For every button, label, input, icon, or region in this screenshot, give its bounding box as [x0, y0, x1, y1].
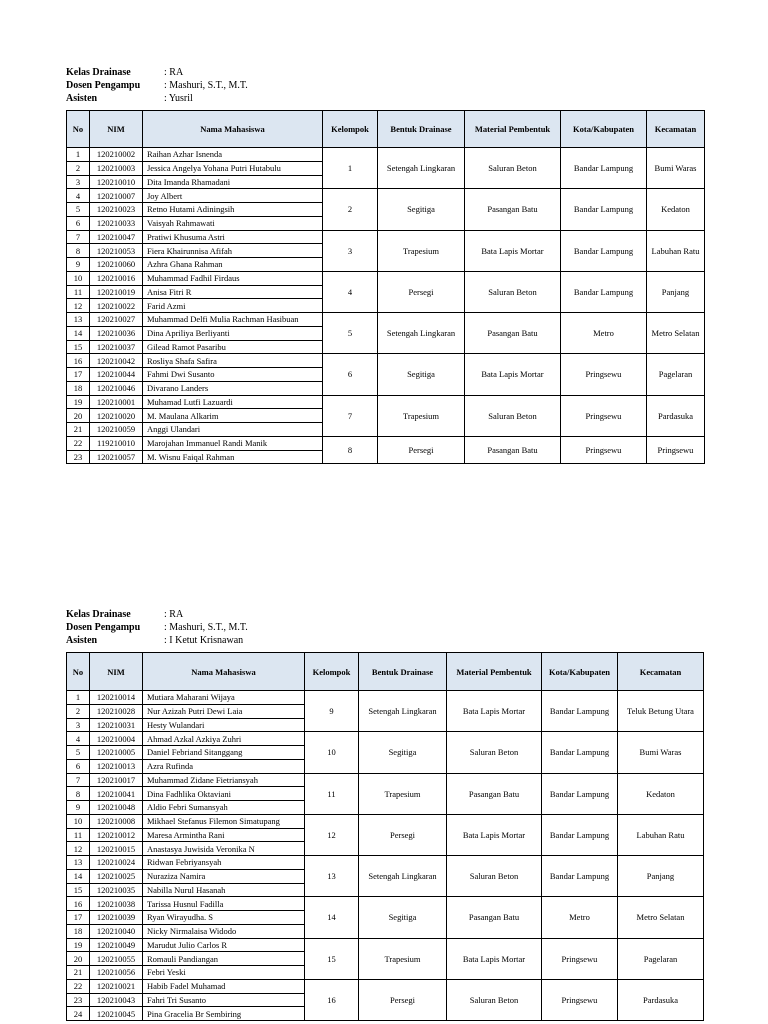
cell-nim: 120210027	[90, 313, 143, 327]
cell-no: 18	[67, 924, 90, 938]
cell-kelompok: 12	[305, 814, 359, 855]
cell-nim: 120210025	[90, 869, 143, 883]
cell-nim: 120210059	[90, 423, 143, 437]
cell-nama: Nur Azizah Putri Dewi Laia	[143, 704, 305, 718]
cell-no: 18	[67, 381, 90, 395]
cell-no: 11	[67, 828, 90, 842]
cell-kecamatan: Pardasuka	[618, 979, 704, 1020]
cell-nim: 120210004	[90, 732, 143, 746]
cell-kelompok: 3	[323, 230, 378, 271]
cell-nama: Jessica Angelya Yohana Putri Hutabulu	[143, 161, 323, 175]
cell-material: Saluran Beton	[447, 979, 542, 1020]
cell-no: 12	[67, 299, 90, 313]
cell-kelompok: 1	[323, 148, 378, 189]
meta-value: : Yusril	[164, 93, 193, 104]
cell-nama: Pina Gracelia Br Sembiring	[143, 1007, 305, 1021]
cell-no: 15	[67, 340, 90, 354]
cell-nama: Raihan Azhar Isnenda	[143, 148, 323, 162]
cell-nim: 119210010	[90, 436, 143, 450]
cell-no: 13	[67, 313, 90, 327]
roster-section-1	[66, 66, 705, 464]
cell-no: 2	[67, 161, 90, 175]
cell-kecamatan: Labuhan Ratu	[647, 230, 705, 271]
cell-nama: Vaisyah Rahmawati	[143, 216, 323, 230]
cell-kecamatan: Pringsewu	[647, 436, 705, 464]
cell-material: Saluran Beton	[465, 271, 561, 312]
cell-kelompok: 10	[305, 732, 359, 773]
cell-nim: 120210045	[90, 1007, 143, 1021]
cell-nim: 120210008	[90, 814, 143, 828]
cell-kecamatan: Panjang	[618, 856, 704, 897]
cell-nama: Divarano Landers	[143, 381, 323, 395]
cell-nama: Tarissa Husnul Fadilla	[143, 897, 305, 911]
cell-nim: 120210048	[90, 801, 143, 815]
cell-nama: Ridwan Febriyansyah	[143, 856, 305, 870]
cell-nama: Fiera Khairunnisa Afifah	[143, 244, 323, 258]
cell-nim: 120210019	[90, 285, 143, 299]
cell-nim: 120210047	[90, 230, 143, 244]
cell-no: 15	[67, 883, 90, 897]
cell-no: 9	[67, 801, 90, 815]
table-row	[67, 313, 705, 327]
cell-nim: 120210012	[90, 828, 143, 842]
header-kota: Kota/Kabupaten	[561, 111, 647, 148]
cell-kecamatan: Pagelaran	[618, 938, 704, 979]
cell-nama: Maresa Armintha Rani	[143, 828, 305, 842]
cell-material: Bata Lapis Mortar	[465, 230, 561, 271]
cell-no: 22	[67, 436, 90, 450]
cell-nama: Nabilla Nurul Hasanah	[143, 883, 305, 897]
cell-no: 1	[67, 691, 90, 705]
cell-no: 6	[67, 759, 90, 773]
table-row	[67, 897, 704, 911]
cell-nim: 120210035	[90, 883, 143, 897]
cell-nim: 120210017	[90, 773, 143, 787]
cell-material: Pasangan Batu	[465, 436, 561, 464]
cell-nim: 120210001	[90, 395, 143, 409]
cell-no: 8	[67, 787, 90, 801]
cell-kota: Pringsewu	[561, 354, 647, 395]
cell-no: 16	[67, 897, 90, 911]
header-nim: NIM	[90, 653, 143, 691]
cell-kota: Bandar Lampung	[542, 773, 618, 814]
cell-no: 17	[67, 911, 90, 925]
cell-bentuk: Persegi	[359, 979, 447, 1020]
cell-kelompok: 15	[305, 938, 359, 979]
cell-kelompok: 8	[323, 436, 378, 464]
header-material: Material Pembentuk	[465, 111, 561, 148]
cell-nama: Marojahan Immanuel Randi Manik	[143, 436, 323, 450]
cell-nama: Retno Hutami Adiningsih	[143, 203, 323, 217]
cell-nim: 120210022	[90, 299, 143, 313]
header-bentuk: Bentuk Drainase	[359, 653, 447, 691]
cell-nama: M. Maulana Alkarim	[143, 409, 323, 423]
cell-kota: Bandar Lampung	[542, 691, 618, 732]
cell-no: 4	[67, 732, 90, 746]
header-kecamatan: Kecamatan	[647, 111, 705, 148]
cell-kelompok: 11	[305, 773, 359, 814]
cell-no: 1	[67, 148, 90, 162]
header-nama: Nama Mahasiswa	[143, 111, 323, 148]
cell-material: Bata Lapis Mortar	[447, 938, 542, 979]
cell-no: 8	[67, 244, 90, 258]
cell-nim: 120210005	[90, 746, 143, 760]
cell-material: Pasangan Batu	[447, 897, 542, 938]
cell-no: 21	[67, 966, 90, 980]
cell-nama: Dita Imanda Rhamadani	[143, 175, 323, 189]
cell-no: 5	[67, 746, 90, 760]
cell-bentuk: Trapesium	[359, 938, 447, 979]
cell-nim: 120210020	[90, 409, 143, 423]
cell-nama: Muhammad Delfi Mulia Rachman Hasibuan	[143, 313, 323, 327]
cell-kecamatan: Metro Selatan	[618, 897, 704, 938]
cell-kota: Pringsewu	[561, 436, 647, 464]
cell-no: 14	[67, 326, 90, 340]
cell-material: Bata Lapis Mortar	[447, 814, 542, 855]
cell-kota: Bandar Lampung	[542, 856, 618, 897]
cell-kota: Pringsewu	[542, 938, 618, 979]
cell-no: 3	[67, 718, 90, 732]
roster-section-2	[66, 608, 704, 1021]
header-kecamatan: Kecamatan	[618, 653, 704, 691]
table-row	[67, 732, 704, 746]
cell-nim: 120210055	[90, 952, 143, 966]
cell-nama: Dina Fadhlika Oktaviani	[143, 787, 305, 801]
cell-nama: Pratiwi Khusuma Astri	[143, 230, 323, 244]
cell-nim: 120210042	[90, 354, 143, 368]
header-material: Material Pembentuk	[447, 653, 542, 691]
cell-no: 6	[67, 216, 90, 230]
cell-nama: Dina Apriliya Berliyanti	[143, 326, 323, 340]
cell-nim: 120210057	[90, 450, 143, 464]
cell-kelompok: 16	[305, 979, 359, 1020]
cell-no: 5	[67, 203, 90, 217]
cell-no: 20	[67, 952, 90, 966]
cell-nim: 120210060	[90, 258, 143, 272]
cell-nim: 120210041	[90, 787, 143, 801]
cell-material: Saluran Beton	[465, 148, 561, 189]
cell-no: 14	[67, 869, 90, 883]
cell-material: Saluran Beton	[465, 395, 561, 436]
cell-bentuk: Segitiga	[378, 189, 465, 230]
cell-kelompok: 6	[323, 354, 378, 395]
cell-no: 13	[67, 856, 90, 870]
table-row	[67, 979, 704, 993]
cell-kelompok: 5	[323, 313, 378, 354]
cell-nim: 120210031	[90, 718, 143, 732]
table-row	[67, 354, 705, 368]
cell-no: 19	[67, 938, 90, 952]
cell-bentuk: Segitiga	[378, 354, 465, 395]
cell-bentuk: Setengah Lingkaran	[359, 856, 447, 897]
table-row	[67, 436, 705, 450]
cell-bentuk: Setengah Lingkaran	[359, 691, 447, 732]
cell-no: 11	[67, 285, 90, 299]
cell-nama: M. Wisnu Faiqal Rahman	[143, 450, 323, 464]
cell-kelompok: 14	[305, 897, 359, 938]
cell-kecamatan: Metro Selatan	[647, 313, 705, 354]
cell-material: Saluran Beton	[447, 732, 542, 773]
cell-no: 2	[67, 704, 90, 718]
cell-nim: 120210003	[90, 161, 143, 175]
table-row	[67, 814, 704, 828]
cell-no: 10	[67, 814, 90, 828]
cell-nama: Ryan Wirayudha. S	[143, 911, 305, 925]
cell-nim: 120210015	[90, 842, 143, 856]
cell-kecamatan: Pardasuka	[647, 395, 705, 436]
roster-table	[66, 110, 705, 464]
table-row	[67, 691, 704, 705]
section-meta	[66, 66, 705, 105]
table-row	[67, 856, 704, 870]
cell-kelompok: 2	[323, 189, 378, 230]
cell-material: Pasangan Batu	[465, 313, 561, 354]
header-kota: Kota/Kabupaten	[542, 653, 618, 691]
cell-nama: Muhammad Zidane Fietriansyah	[143, 773, 305, 787]
cell-material: Pasangan Batu	[465, 189, 561, 230]
meta-label: Asisten	[66, 635, 98, 646]
cell-bentuk: Trapesium	[378, 230, 465, 271]
cell-no: 7	[67, 230, 90, 244]
cell-nama: Fahmi Dwi Susanto	[143, 368, 323, 382]
cell-kota: Bandar Lampung	[561, 148, 647, 189]
cell-no: 12	[67, 842, 90, 856]
cell-nim: 120210046	[90, 381, 143, 395]
cell-nama: Joy Albert	[143, 189, 323, 203]
cell-kecamatan: Teluk Betung Utara	[618, 691, 704, 732]
meta-value: : RA	[164, 67, 184, 78]
cell-nim: 120210038	[90, 897, 143, 911]
cell-nama: Aldio Febri Sumansyah	[143, 801, 305, 815]
cell-nama: Mikhael Stefanus Filemon Simatupang	[143, 814, 305, 828]
cell-kota: Bandar Lampung	[542, 732, 618, 773]
cell-no: 23	[67, 993, 90, 1007]
cell-bentuk: Trapesium	[359, 773, 447, 814]
cell-no: 16	[67, 354, 90, 368]
cell-nim: 120210049	[90, 938, 143, 952]
cell-nama: Ahmad Azkal Azkiya Zuhri	[143, 732, 305, 746]
header-nama: Nama Mahasiswa	[143, 653, 305, 691]
cell-nama: Azra Rufinda	[143, 759, 305, 773]
cell-bentuk: Persegi	[378, 436, 465, 464]
cell-kelompok: 4	[323, 271, 378, 312]
cell-nama: Mutiara Maharani Wijaya	[143, 691, 305, 705]
table-row	[67, 148, 705, 162]
cell-nama: Habib Fadel Muhamad	[143, 979, 305, 993]
cell-nama: Fahri Tri Susanto	[143, 993, 305, 1007]
cell-no: 23	[67, 450, 90, 464]
cell-material: Pasangan Batu	[447, 773, 542, 814]
cell-no: 19	[67, 395, 90, 409]
cell-material: Saluran Beton	[447, 856, 542, 897]
cell-nim: 120210039	[90, 911, 143, 925]
meta-label: Kelas Drainase	[66, 609, 131, 620]
cell-nim: 120210040	[90, 924, 143, 938]
header-bentuk: Bentuk Drainase	[378, 111, 465, 148]
cell-kelompok: 9	[305, 691, 359, 732]
cell-nim: 120210023	[90, 203, 143, 217]
cell-nim: 120210033	[90, 216, 143, 230]
meta-label: Asisten	[66, 93, 98, 104]
meta-value: : I Ketut Krisnawan	[164, 635, 244, 646]
cell-bentuk: Segitiga	[359, 732, 447, 773]
cell-nama: Daniel Febriand Sitanggang	[143, 746, 305, 760]
cell-nim: 120210010	[90, 175, 143, 189]
cell-nama: Romauli Pandiangan	[143, 952, 305, 966]
cell-nama: Febri Yeski	[143, 966, 305, 980]
cell-nama: Anisa Fitri R	[143, 285, 323, 299]
cell-kota: Bandar Lampung	[561, 271, 647, 312]
cell-nim: 120210014	[90, 691, 143, 705]
cell-no: 24	[67, 1007, 90, 1021]
roster-table	[66, 652, 704, 1021]
cell-kota: Bandar Lampung	[542, 814, 618, 855]
cell-bentuk: Trapesium	[378, 395, 465, 436]
meta-value: : RA	[164, 609, 184, 620]
cell-kecamatan: Bumi Waras	[647, 148, 705, 189]
header-nim: NIM	[90, 111, 143, 148]
cell-nama: Anggi Ulandari	[143, 423, 323, 437]
cell-bentuk: Setengah Lingkaran	[378, 148, 465, 189]
cell-kota: Pringsewu	[561, 395, 647, 436]
table-row	[67, 938, 704, 952]
cell-no: 9	[67, 258, 90, 272]
cell-kecamatan: Panjang	[647, 271, 705, 312]
table-row	[67, 230, 705, 244]
table-row	[67, 395, 705, 409]
cell-no: 20	[67, 409, 90, 423]
cell-no: 7	[67, 773, 90, 787]
cell-nim: 120210007	[90, 189, 143, 203]
cell-nim: 120210043	[90, 993, 143, 1007]
roster-body	[67, 148, 705, 464]
cell-nim: 120210024	[90, 856, 143, 870]
cell-nama: Farid Azmi	[143, 299, 323, 313]
cell-bentuk: Segitiga	[359, 897, 447, 938]
cell-kecamatan: Kedaton	[647, 189, 705, 230]
cell-kecamatan: Kedaton	[618, 773, 704, 814]
cell-bentuk: Setengah Lingkaran	[378, 313, 465, 354]
cell-nama: Rosliya Shafa Safira	[143, 354, 323, 368]
cell-kecamatan: Labuhan Ratu	[618, 814, 704, 855]
cell-nim: 120210037	[90, 340, 143, 354]
cell-nama: Muhammad Fadhil Firdaus	[143, 271, 323, 285]
cell-nama: Nicky Nirmalaisa Widodo	[143, 924, 305, 938]
cell-kecamatan: Pagelaran	[647, 354, 705, 395]
cell-no: 17	[67, 368, 90, 382]
cell-kecamatan: Bumi Waras	[618, 732, 704, 773]
cell-no: 22	[67, 979, 90, 993]
cell-kota: Metro	[561, 313, 647, 354]
cell-kota: Bandar Lampung	[561, 189, 647, 230]
meta-value: : Mashuri, S.T., M.T.	[164, 80, 248, 91]
cell-nim: 120210044	[90, 368, 143, 382]
cell-no: 3	[67, 175, 90, 189]
header-no: No	[67, 111, 90, 148]
cell-nim: 120210053	[90, 244, 143, 258]
table-row	[67, 271, 705, 285]
cell-nama: Muhamad Lutfi Lazuardi	[143, 395, 323, 409]
cell-no: 21	[67, 423, 90, 437]
cell-nim: 120210056	[90, 966, 143, 980]
cell-nim: 120210028	[90, 704, 143, 718]
cell-material: Bata Lapis Mortar	[447, 691, 542, 732]
header-kelompok: Kelompok	[305, 653, 359, 691]
cell-kota: Bandar Lampung	[561, 230, 647, 271]
cell-nama: Gilead Ramot Pasaribu	[143, 340, 323, 354]
cell-nama: Hesty Wulandari	[143, 718, 305, 732]
cell-kota: Metro	[542, 897, 618, 938]
cell-kota: Pringsewu	[542, 979, 618, 1020]
header-no: No	[67, 653, 90, 691]
cell-no: 10	[67, 271, 90, 285]
cell-material: Bata Lapis Mortar	[465, 354, 561, 395]
cell-nama: Nuraziza Namira	[143, 869, 305, 883]
cell-bentuk: Persegi	[359, 814, 447, 855]
meta-label: Dosen Pengampu	[66, 80, 141, 91]
meta-value: : Mashuri, S.T., M.T.	[164, 622, 248, 633]
cell-nama: Anastasya Juwisida Veronika N	[143, 842, 305, 856]
table-row	[67, 189, 705, 203]
cell-nim: 120210021	[90, 979, 143, 993]
cell-bentuk: Persegi	[378, 271, 465, 312]
header-kelompok: Kelompok	[323, 111, 378, 148]
cell-nim: 120210016	[90, 271, 143, 285]
cell-nama: Azhra Ghana Rahman	[143, 258, 323, 272]
table-row	[67, 773, 704, 787]
meta-label: Dosen Pengampu	[66, 622, 141, 633]
cell-no: 4	[67, 189, 90, 203]
cell-nama: Marudut Julio Carlos R	[143, 938, 305, 952]
section-meta	[66, 608, 704, 647]
roster-body	[67, 691, 704, 1021]
meta-label: Kelas Drainase	[66, 67, 131, 78]
cell-kelompok: 7	[323, 395, 378, 436]
cell-nim: 120210013	[90, 759, 143, 773]
cell-nim: 120210036	[90, 326, 143, 340]
cell-nim: 120210002	[90, 148, 143, 162]
cell-kelompok: 13	[305, 856, 359, 897]
